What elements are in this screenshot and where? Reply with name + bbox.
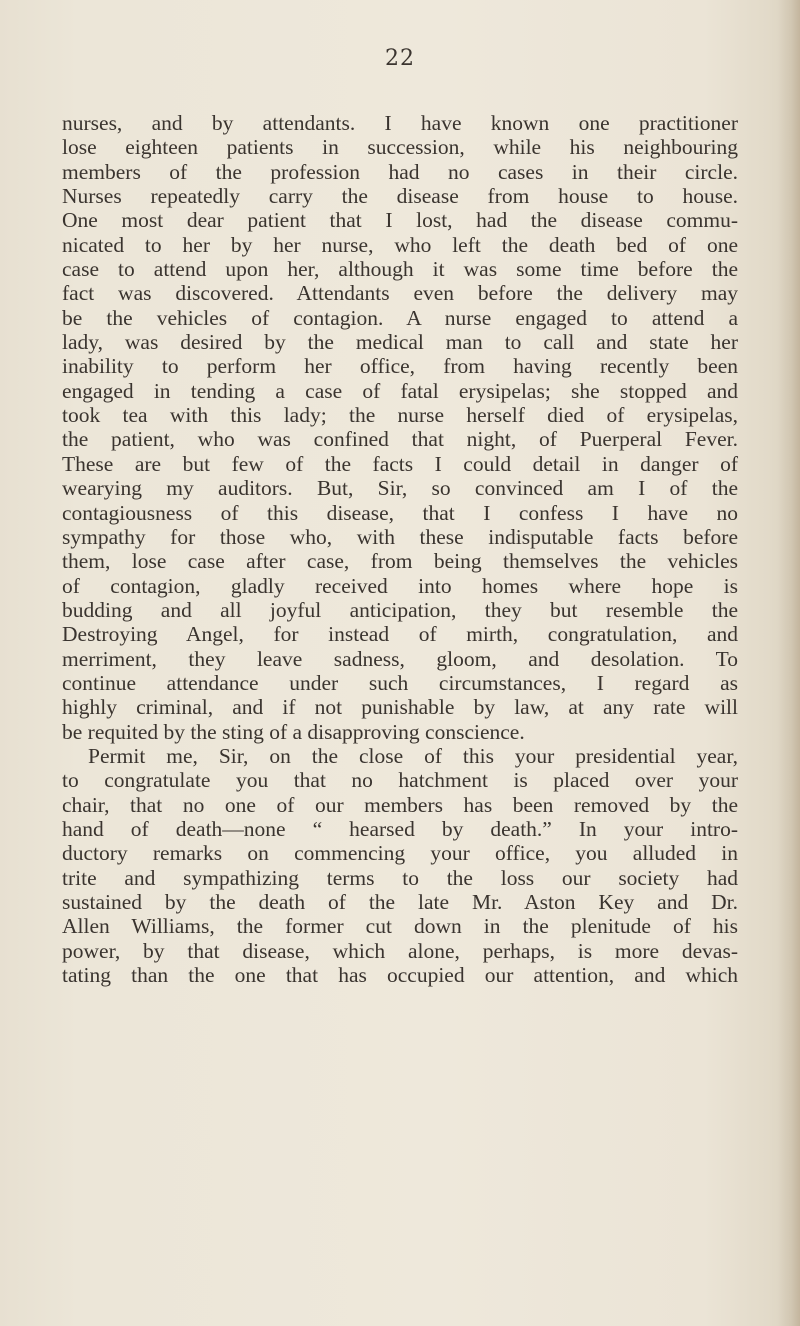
text-line: power, by that disease, which alone, perhaps, is more devas- <box>62 938 738 963</box>
text-line: inability to perform her office, from having recently been <box>62 354 738 379</box>
text-line: budding and all joyful anticipation, they but resemble the <box>62 597 738 622</box>
text-line: sympathy for those who, with these indisputable facts before <box>62 524 738 549</box>
text-line: Permit me, Sir, on the close of this your presidential year, <box>88 743 738 768</box>
text-line: took tea with this lady; the nurse herself died of erysipelas, <box>62 403 738 428</box>
text-line: the patient, who was confined that night, of Puerperal Fever. <box>62 427 738 452</box>
text-line: lady, was desired by the medical man to call and state her <box>62 330 738 355</box>
text-line: highly criminal, and if not punishable by law, at any rate will <box>62 695 738 720</box>
text-line: trite and sympathizing terms to the loss our society had <box>62 865 738 890</box>
text-line: sustained by the death of the late Mr. Aston Key and Dr. <box>62 890 738 914</box>
page-edge-shadow <box>778 0 800 1326</box>
text-line: tating than the one that has occupied our attention, and which <box>62 963 738 988</box>
text-line: members of the profession had no cases in their circle. <box>62 159 738 184</box>
text-line: ductory remarks on commencing your office, you alluded in <box>62 841 738 866</box>
text-line: continue attendance under such circumstances, I regard as <box>62 670 738 695</box>
text-line: case to attend upon her, although it was some time before the <box>62 257 738 282</box>
text-line: Nurses repeatedly carry the disease from house to house. <box>62 184 738 209</box>
text-line: wearying my auditors. But, Sir, so convinced am I of the <box>62 476 738 501</box>
text-line: fact was discovered. Attendants even before the delivery may <box>62 281 738 306</box>
text-line: contagiousness of this disease, that I confess I have no <box>62 500 738 525</box>
text-line: lose eighteen patients in succession, while his neighbouring <box>62 135 738 160</box>
text-line: chair, that no one of our members has been removed by the <box>62 792 738 817</box>
text-line: nicated to her by her nurse, who left the death bed of one <box>62 232 738 257</box>
text-line: These are but few of the facts I could detail in danger of <box>62 451 738 476</box>
text-line: to congratulate you that no hatchment is placed over your <box>62 768 738 793</box>
text-line: engaged in tending a case of fatal erysipelas; she stopped and <box>62 378 738 403</box>
page-number: 22 <box>385 46 415 71</box>
body-text <box>62 111 738 987</box>
text-line: One most dear patient that I lost, had the disease commu- <box>62 208 738 233</box>
text-line: of contagion, gladly received into homes where hope is <box>62 573 738 598</box>
text-line: hand of death—none “ hearsed by death.” In your intro- <box>62 816 738 841</box>
text-line: merriment, they leave sadness, gloom, and desolation. To <box>62 646 738 671</box>
text-line: be the vehicles of contagion. A nurse engaged to attend a <box>62 305 738 330</box>
text-line: be requited by the sting of a disapproving conscience. <box>62 719 525 744</box>
text-line: Allen Williams, the former cut down in the plenitude of his <box>62 914 738 939</box>
text-line: Destroying Angel, for instead of mirth, congratulation, and <box>62 622 738 647</box>
text-line: nurses, and by attendants. I have known one practitioner <box>62 111 738 135</box>
text-line: them, lose case after case, from being themselves the vehicles <box>62 549 738 574</box>
